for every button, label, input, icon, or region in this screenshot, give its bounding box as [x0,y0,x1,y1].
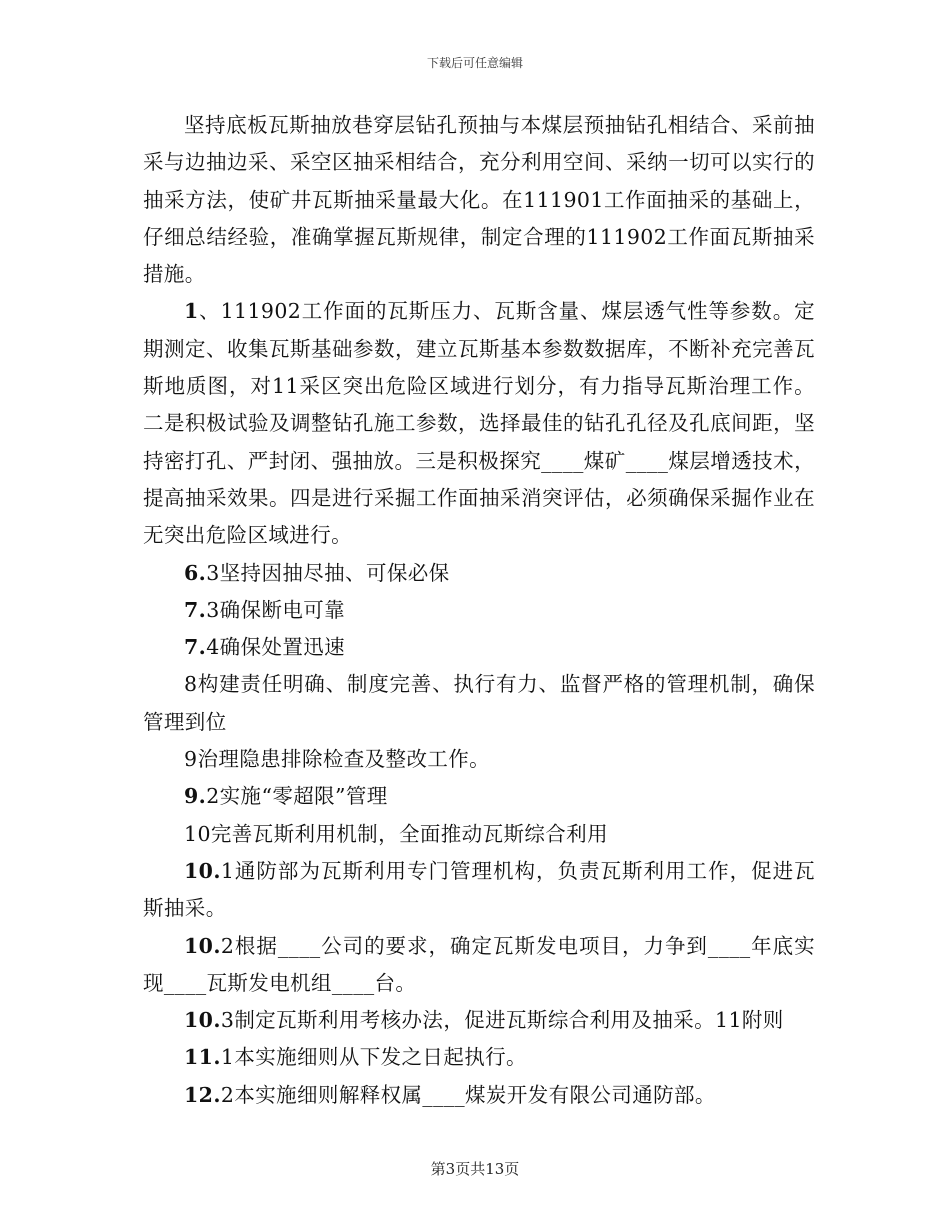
item-text: 2根据____公司的要求，确定瓦斯发电项目，力争到____年底实现____瓦斯发电机组____台。 [143,933,815,995]
paragraph-item-1 [143,293,815,554]
item-number: 7. [184,635,207,660]
item-number: 10. [184,933,221,958]
item-text: 10完善瓦斯利用机制，全面推动瓦斯综合利用 [184,821,608,846]
item-number: 9. [184,784,207,809]
paragraph-intro: 坚持底板瓦斯抽放巷穿层钻孔预抽与本煤层预抽钻孔相结合、采前抽采与边抽边采、采空区抽采相结合，充分利用空间、采纳一切可以实行的抽采方法，使矿井瓦斯抽采量最大化。在111901工作面抽采的基础上，仔细总结经验，准确掌握瓦斯规律，制定合理的111902工作面瓦斯抽采措施。 [143,113,815,287]
item-number: 6. [184,560,207,585]
item-number: 11. [184,1045,221,1070]
item-number: 7. [184,597,207,622]
item-number: 10. [184,1008,221,1033]
item-text: 9治理隐患排除检查及整改工作。 [184,747,491,772]
item-text: 4确保处置迅速 [206,635,346,660]
paragraph-item-12-2 [143,1077,815,1114]
page-footer: 第3页共13页 [430,1160,520,1178]
paragraph-item-6-3 [143,555,815,592]
document-body [143,107,815,1114]
item-text: 3制定瓦斯利用考核办法，促进瓦斯综合利用及抽采。11附则 [220,1008,784,1033]
item-number: 10. [184,858,221,883]
page-header: 下载后可任意编辑 [426,56,523,70]
item-text: 、111902工作面的瓦斯压力、瓦斯含量、煤层透气性等参数。定期测定、收集瓦斯基础参数，建立瓦斯基本参数数据库，不断补充完善瓦斯地质图，对11采区突出危险区域进行划分，有力指导瓦斯治理工作。二是积极试验及调整钻孔施工参数，选择最佳的钻孔孔径及孔底间距，坚持密打孔、严封闭、强抽放。三是积极探究____煤矿____煤层增透技术，提高抽采效果。四是进行采掘工作面抽采消突评估，必须确保采掘作业在无突出危险区域进行。 [143,299,815,548]
paragraph-item-8 [143,666,815,741]
item-text: 1通防部为瓦斯利用专门管理机构，负责瓦斯利用工作，促进瓦斯抽采。 [143,858,815,921]
item-number: 1 [184,299,199,324]
item-text: 8构建责任明确、制度完善、执行有力、监督严格的管理机制，确保管理到位 [143,672,815,734]
paragraph-item-10-3 [143,1002,815,1039]
paragraph-item-10-1 [143,853,815,928]
paragraph-item-9 [143,741,815,778]
paragraph-item-7-4 [143,629,815,666]
paragraph-item-10-2 [143,928,815,1003]
item-text: 1本实施细则从下发之日起执行。 [220,1045,527,1070]
item-number: 12. [184,1082,221,1107]
item-text: 3坚持因抽尽抽、可保必保 [206,560,450,585]
paragraph-item-10 [143,816,815,853]
paragraph-item-11-1 [143,1039,815,1076]
item-text: 2本实施细则解释权属____煤炭开发有限公司通防部。 [220,1082,716,1107]
paragraph-item-9-2 [143,778,815,815]
item-text: 2实施“零超限”管理 [206,784,388,809]
item-text: 3确保断电可靠 [206,597,346,622]
paragraph-item-7-3 [143,592,815,629]
